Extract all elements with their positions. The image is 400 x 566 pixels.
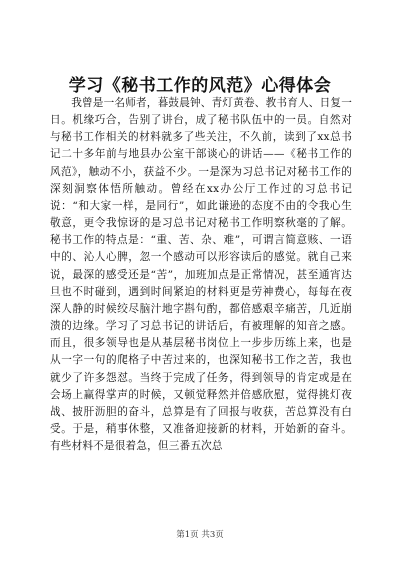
page-indicator: 第1页 共3页 bbox=[176, 530, 224, 540]
body-paragraph: 我曾是一名师者，暮鼓晨钟、青灯黄卷、教书育人、日复一日。机缘巧合，告别了讲台，成了秘书队伍中的一员。自然对与秘书工作相关的材料就多了些关注，不久前，读到了xx总书记二十多年前与地县办公室干部谈心的讲话——《秘书工作的风范》，触动不小，获益不少。一是深为习总书记对秘书工作的深刻洞察体悟所触动。曾经在xx办公厅工作过的习总书记说：“和大家一样，是同行”，如此谦逊的态度不由的令我心生敬意，更令我惊讶的是习总书记对秘书工作明察秋毫的了解。秘书工作的特点是：“重、苦、杂、难”，可谓言简意赅、一语中的、沁人心脾，忽一个感动可以形容读后的感觉。就自己来说，最深的感受还是“苦”，加班加点是正常情况，甚至通宵达旦也不时碰到，遇到时间紧迫的材料更是劳神费心，每每在夜深人静的时候绞尽脑汁地字斟句酌，都倍感艰辛痛苦，几近崩溃的边缘。学习了习总书记的讲话后，有被理解的知音之感。而且，很多领导也是从基层秘书岗位上一步步历练上来，也是从一字一句的爬格子中苦过来的，也深知秘书工作之苦，我也就少了许多怨怼。当终于完成了任务，得到领导的肯定或是在会场上赢得掌声的时候，又顿觉释然并倍感欣慰，觉得挑灯夜战、披肝沥胆的奋斗，总算是有了回报与收获，苦总算没有白受。于是，稍事休整，又准备迎接新的材料，开始新的奋斗。有些材料不是很着急，但三番五次总 bbox=[50, 97, 352, 453]
document-title: 学习《秘书工作的风范》心得体会 bbox=[68, 76, 332, 97]
